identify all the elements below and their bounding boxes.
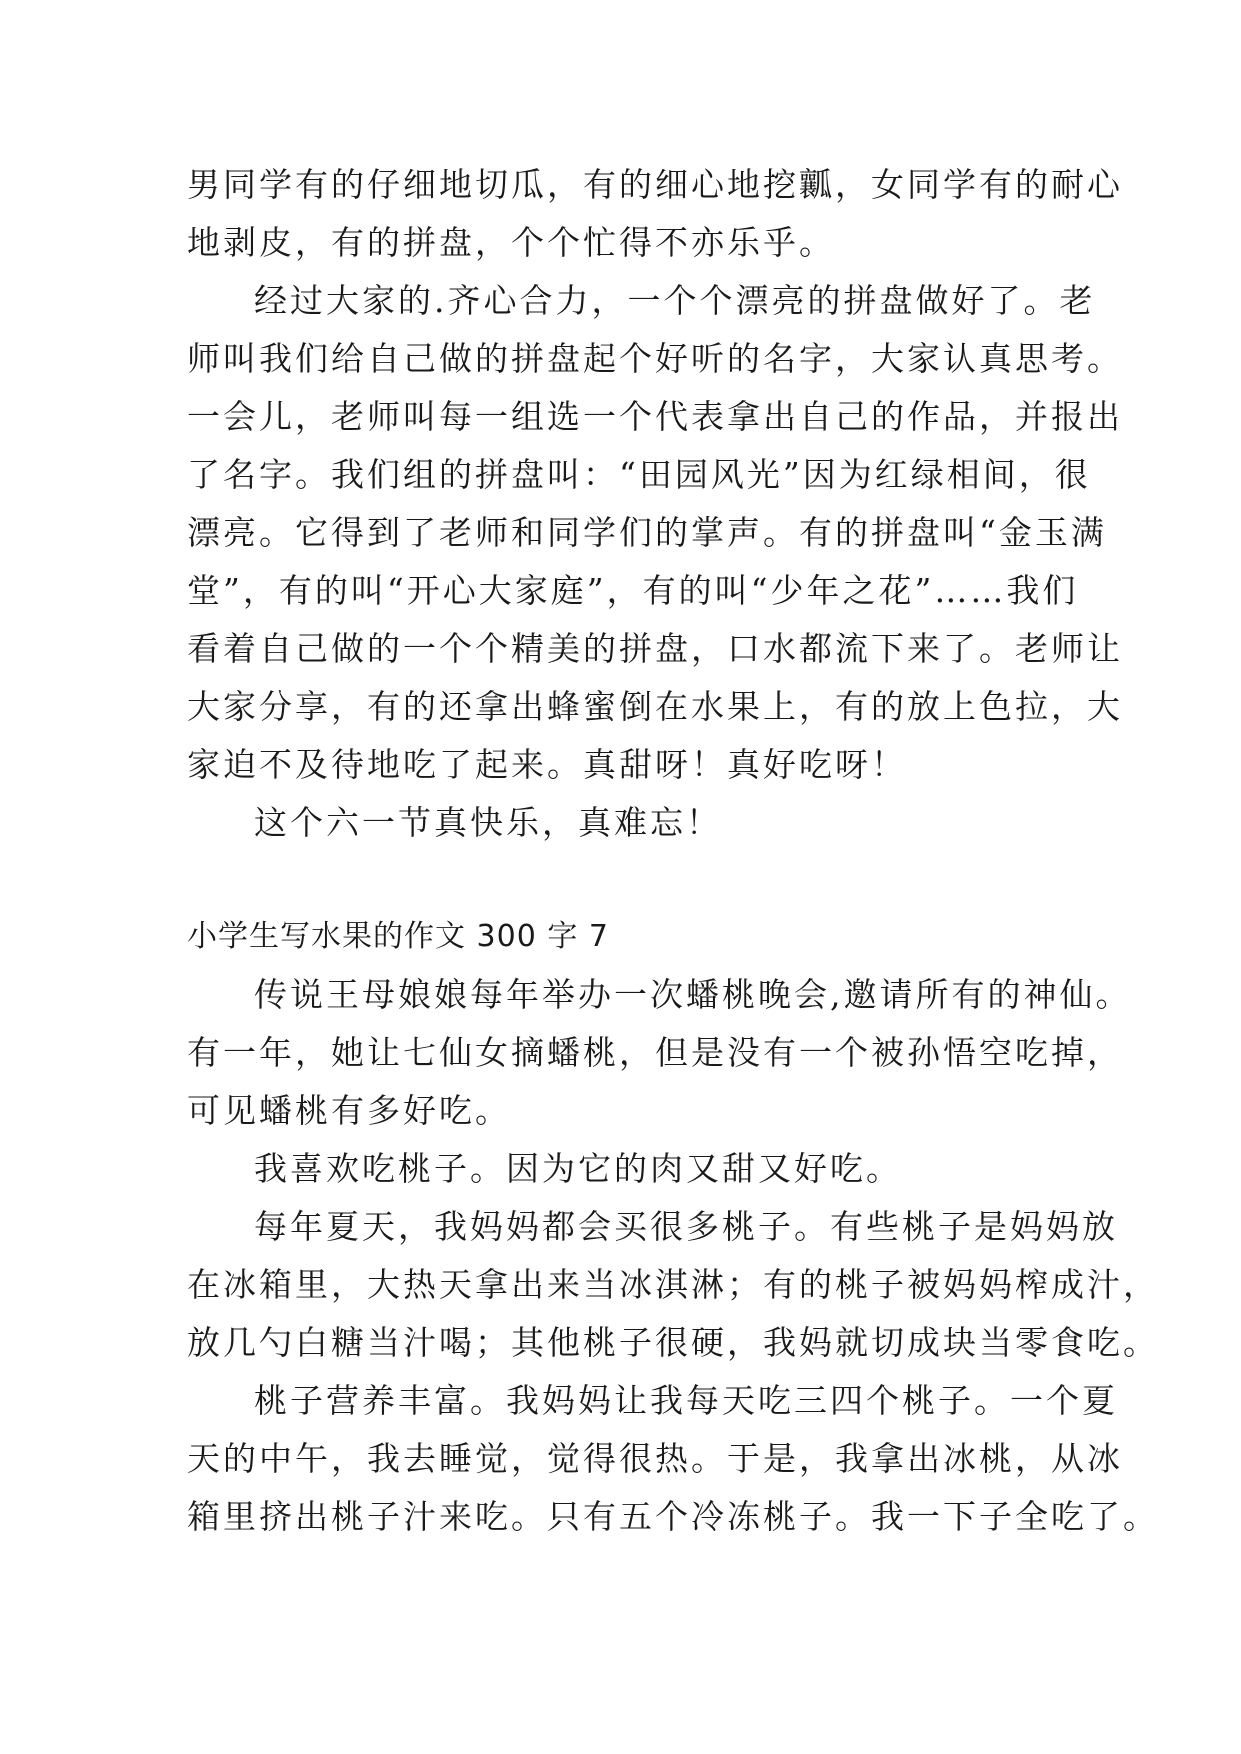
text-line: 一会儿，老师叫每一组选一个代表拿出自己的作品，并报出	[187, 397, 1123, 436]
text-line: 了名字。我们组的拼盘叫：“田园风光”因为红绿相间，很	[187, 455, 1091, 494]
section-heading: 小学生写水果的作文 300 字 7	[187, 919, 609, 954]
text-line: 放几勺白糖当汁喝；其他桃子很硬，我妈就切成块当零食吃。	[187, 1323, 1159, 1362]
text-line: 男同学有的仔细地切瓜，有的细心地挖瓤，女同学有的耐心	[187, 165, 1123, 204]
paragraph-first-line: 桃子营养丰富。我妈妈让我每天吃三四个桃子。一个夏	[254, 1381, 1118, 1420]
text-line: 天的中午，我去睡觉，觉得很热。于是，我拿出冰桃，从冰	[187, 1439, 1123, 1478]
text-line: 看着自己做的一个个精美的拼盘，口水都流下来了。老师让	[187, 629, 1123, 668]
text-line: 有一年，她让七仙女摘蟠桃，但是没有一个被孙悟空吃掉，	[187, 1033, 1123, 1072]
paragraph-first-line: 每年夏天，我妈妈都会买很多桃子。有些桃子是妈妈放	[254, 1207, 1118, 1246]
text-line: 大家分享，有的还拿出蜂蜜倒在水果上，有的放上色拉，大	[187, 687, 1123, 726]
paragraph-first-line: 这个六一节真快乐，真难忘！	[254, 803, 722, 842]
text-line: 家迫不及待地吃了起来。真甜呀！真好吃呀！	[187, 745, 907, 784]
text-line: 可见蟠桃有多好吃。	[187, 1091, 511, 1130]
text-line: 在冰箱里，大热天拿出来当冰淇淋；有的桃子被妈妈榨成汁，	[187, 1265, 1159, 1304]
text-line: 地剥皮，有的拼盘，个个忙得不亦乐乎。	[187, 223, 835, 262]
paragraph-first-line: 传说王母娘娘每年举办一次蟠桃晚会,邀请所有的神仙。	[254, 975, 1132, 1014]
paragraph-first-line: 经过大家的.齐心合力，一个个漂亮的拼盘做好了。老	[254, 281, 1096, 320]
text-line: 漂亮。它得到了老师和同学们的掌声。有的拼盘叫“金玉满	[187, 513, 1107, 552]
paragraph-first-line: 我喜欢吃桃子。因为它的肉又甜又好吃。	[254, 1149, 902, 1188]
text-line: 师叫我们给自己做的拼盘起个好听的名字，大家认真思考。	[187, 339, 1123, 378]
text-line: 堂”，有的叫“开心大家庭”，有的叫“少年之花”……我们	[187, 571, 1079, 610]
text-line: 箱里挤出桃子汁来吃。只有五个冷冻桃子。我一下子全吃了。	[187, 1497, 1159, 1536]
